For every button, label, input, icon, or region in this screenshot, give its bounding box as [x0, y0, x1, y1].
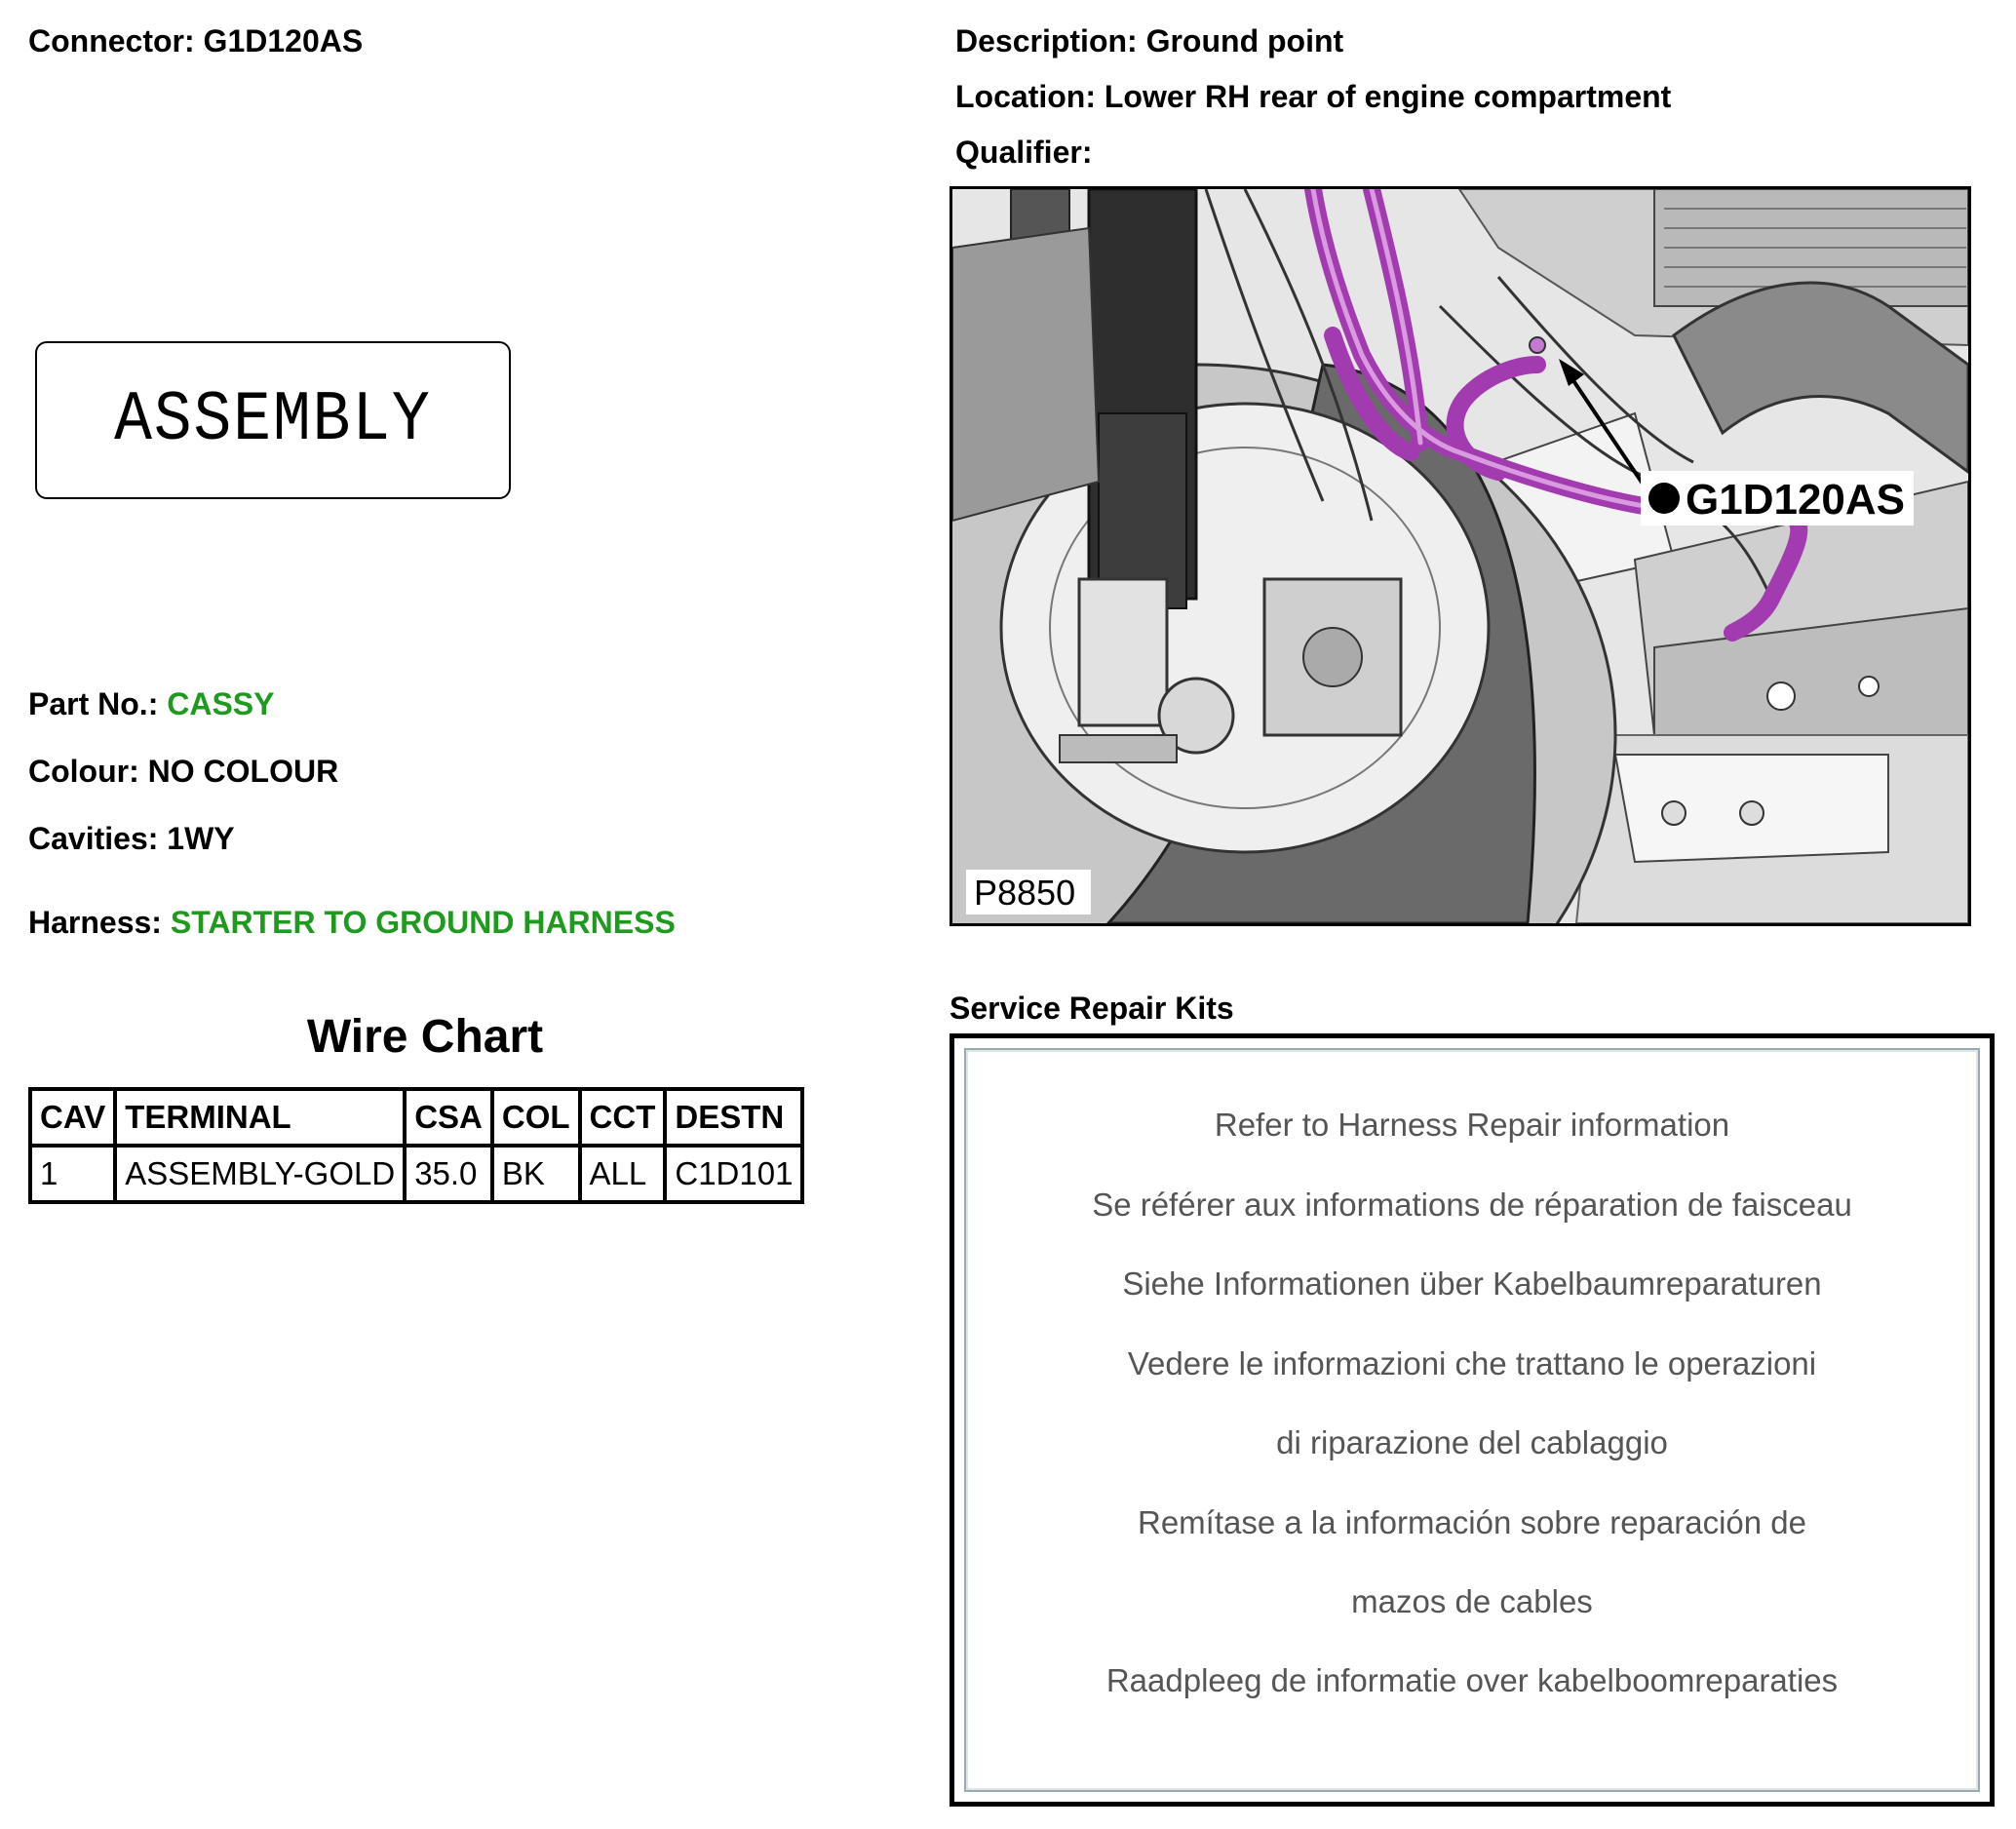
- wire-chart-title: Wire Chart: [306, 1011, 544, 1063]
- colour-label: Colour:: [28, 754, 139, 789]
- kit-line: Raadpleeg de informatie over kabelboomreparaties: [1105, 1662, 1839, 1698]
- harness-label: Harness:: [28, 905, 162, 940]
- description-label: Description:: [955, 23, 1138, 58]
- cell-destn: C1D101: [665, 1146, 802, 1202]
- kit-line: mazos de cables: [1351, 1583, 1593, 1619]
- kit-line: Remítase a la información sobre reparación de: [1137, 1504, 1807, 1540]
- service-repair-kits-panel: [964, 1048, 1980, 1792]
- photo-callout: G1D120AS: [1686, 476, 1906, 524]
- qualifier-label: Qualifier:: [955, 135, 1093, 170]
- part-no-link[interactable]: CASSY: [167, 686, 275, 721]
- photo-figure-id: P8850: [974, 873, 1076, 913]
- colour-value: NO COLOUR: [147, 754, 339, 789]
- callout-dot-icon: [1648, 483, 1680, 514]
- col-terminal: TERMINAL: [115, 1089, 405, 1146]
- qualifier-heading: [955, 135, 1092, 171]
- col-destn: DESTN: [665, 1089, 802, 1146]
- service-repair-kits-box: [950, 1033, 1995, 1807]
- description-value: Ground point: [1145, 23, 1344, 58]
- location-heading: [955, 79, 1671, 115]
- description-heading: [955, 23, 1343, 59]
- connector-label: Connector:: [28, 23, 195, 58]
- part-no-row: [28, 686, 274, 722]
- location-photo: [950, 186, 1971, 926]
- wire-chart-header-row: [30, 1089, 802, 1146]
- colour-row: [28, 754, 338, 790]
- table-row: [30, 1146, 802, 1202]
- connector-value: G1D120AS: [203, 23, 364, 58]
- col-cav: CAV: [30, 1089, 115, 1146]
- kit-line: Se référer aux informations de réparation de faisceau: [1092, 1187, 1852, 1223]
- harness-row: [28, 905, 676, 941]
- kit-line: Refer to Harness Repair information: [1214, 1107, 1730, 1143]
- kit-line: di riparazione del cablaggio: [1276, 1424, 1668, 1460]
- cell-csa: 35.0: [405, 1146, 492, 1202]
- cell-cav: 1: [30, 1146, 115, 1202]
- cavities-row: [28, 821, 235, 857]
- service-repair-kits-title: Service Repair Kits: [950, 991, 1234, 1026]
- part-no-label: Part No.:: [28, 686, 159, 721]
- cavities-label: Cavities:: [28, 821, 159, 856]
- kit-line: Vedere le informazioni che trattano le operazioni: [1127, 1345, 1817, 1381]
- col-col: COL: [492, 1089, 580, 1146]
- wire-chart-table: [28, 1087, 804, 1204]
- col-csa: CSA: [405, 1089, 492, 1146]
- harness-link[interactable]: STARTER TO GROUND HARNESS: [170, 905, 676, 940]
- cell-col: BK: [492, 1146, 580, 1202]
- cell-terminal: ASSEMBLY-GOLD: [115, 1146, 405, 1202]
- cell-cct: ALL: [580, 1146, 666, 1202]
- assembly-label: ASSEMBLY: [114, 380, 432, 460]
- connector-heading: [28, 23, 363, 59]
- assembly-image: [35, 341, 511, 499]
- location-label: Location:: [955, 79, 1096, 114]
- col-cct: CCT: [580, 1089, 666, 1146]
- kit-line: Siehe Informationen über Kabelbaumreparaturen: [1122, 1265, 1822, 1302]
- location-value: Lower RH rear of engine compartment: [1104, 79, 1672, 114]
- cavities-value: 1WY: [167, 821, 235, 856]
